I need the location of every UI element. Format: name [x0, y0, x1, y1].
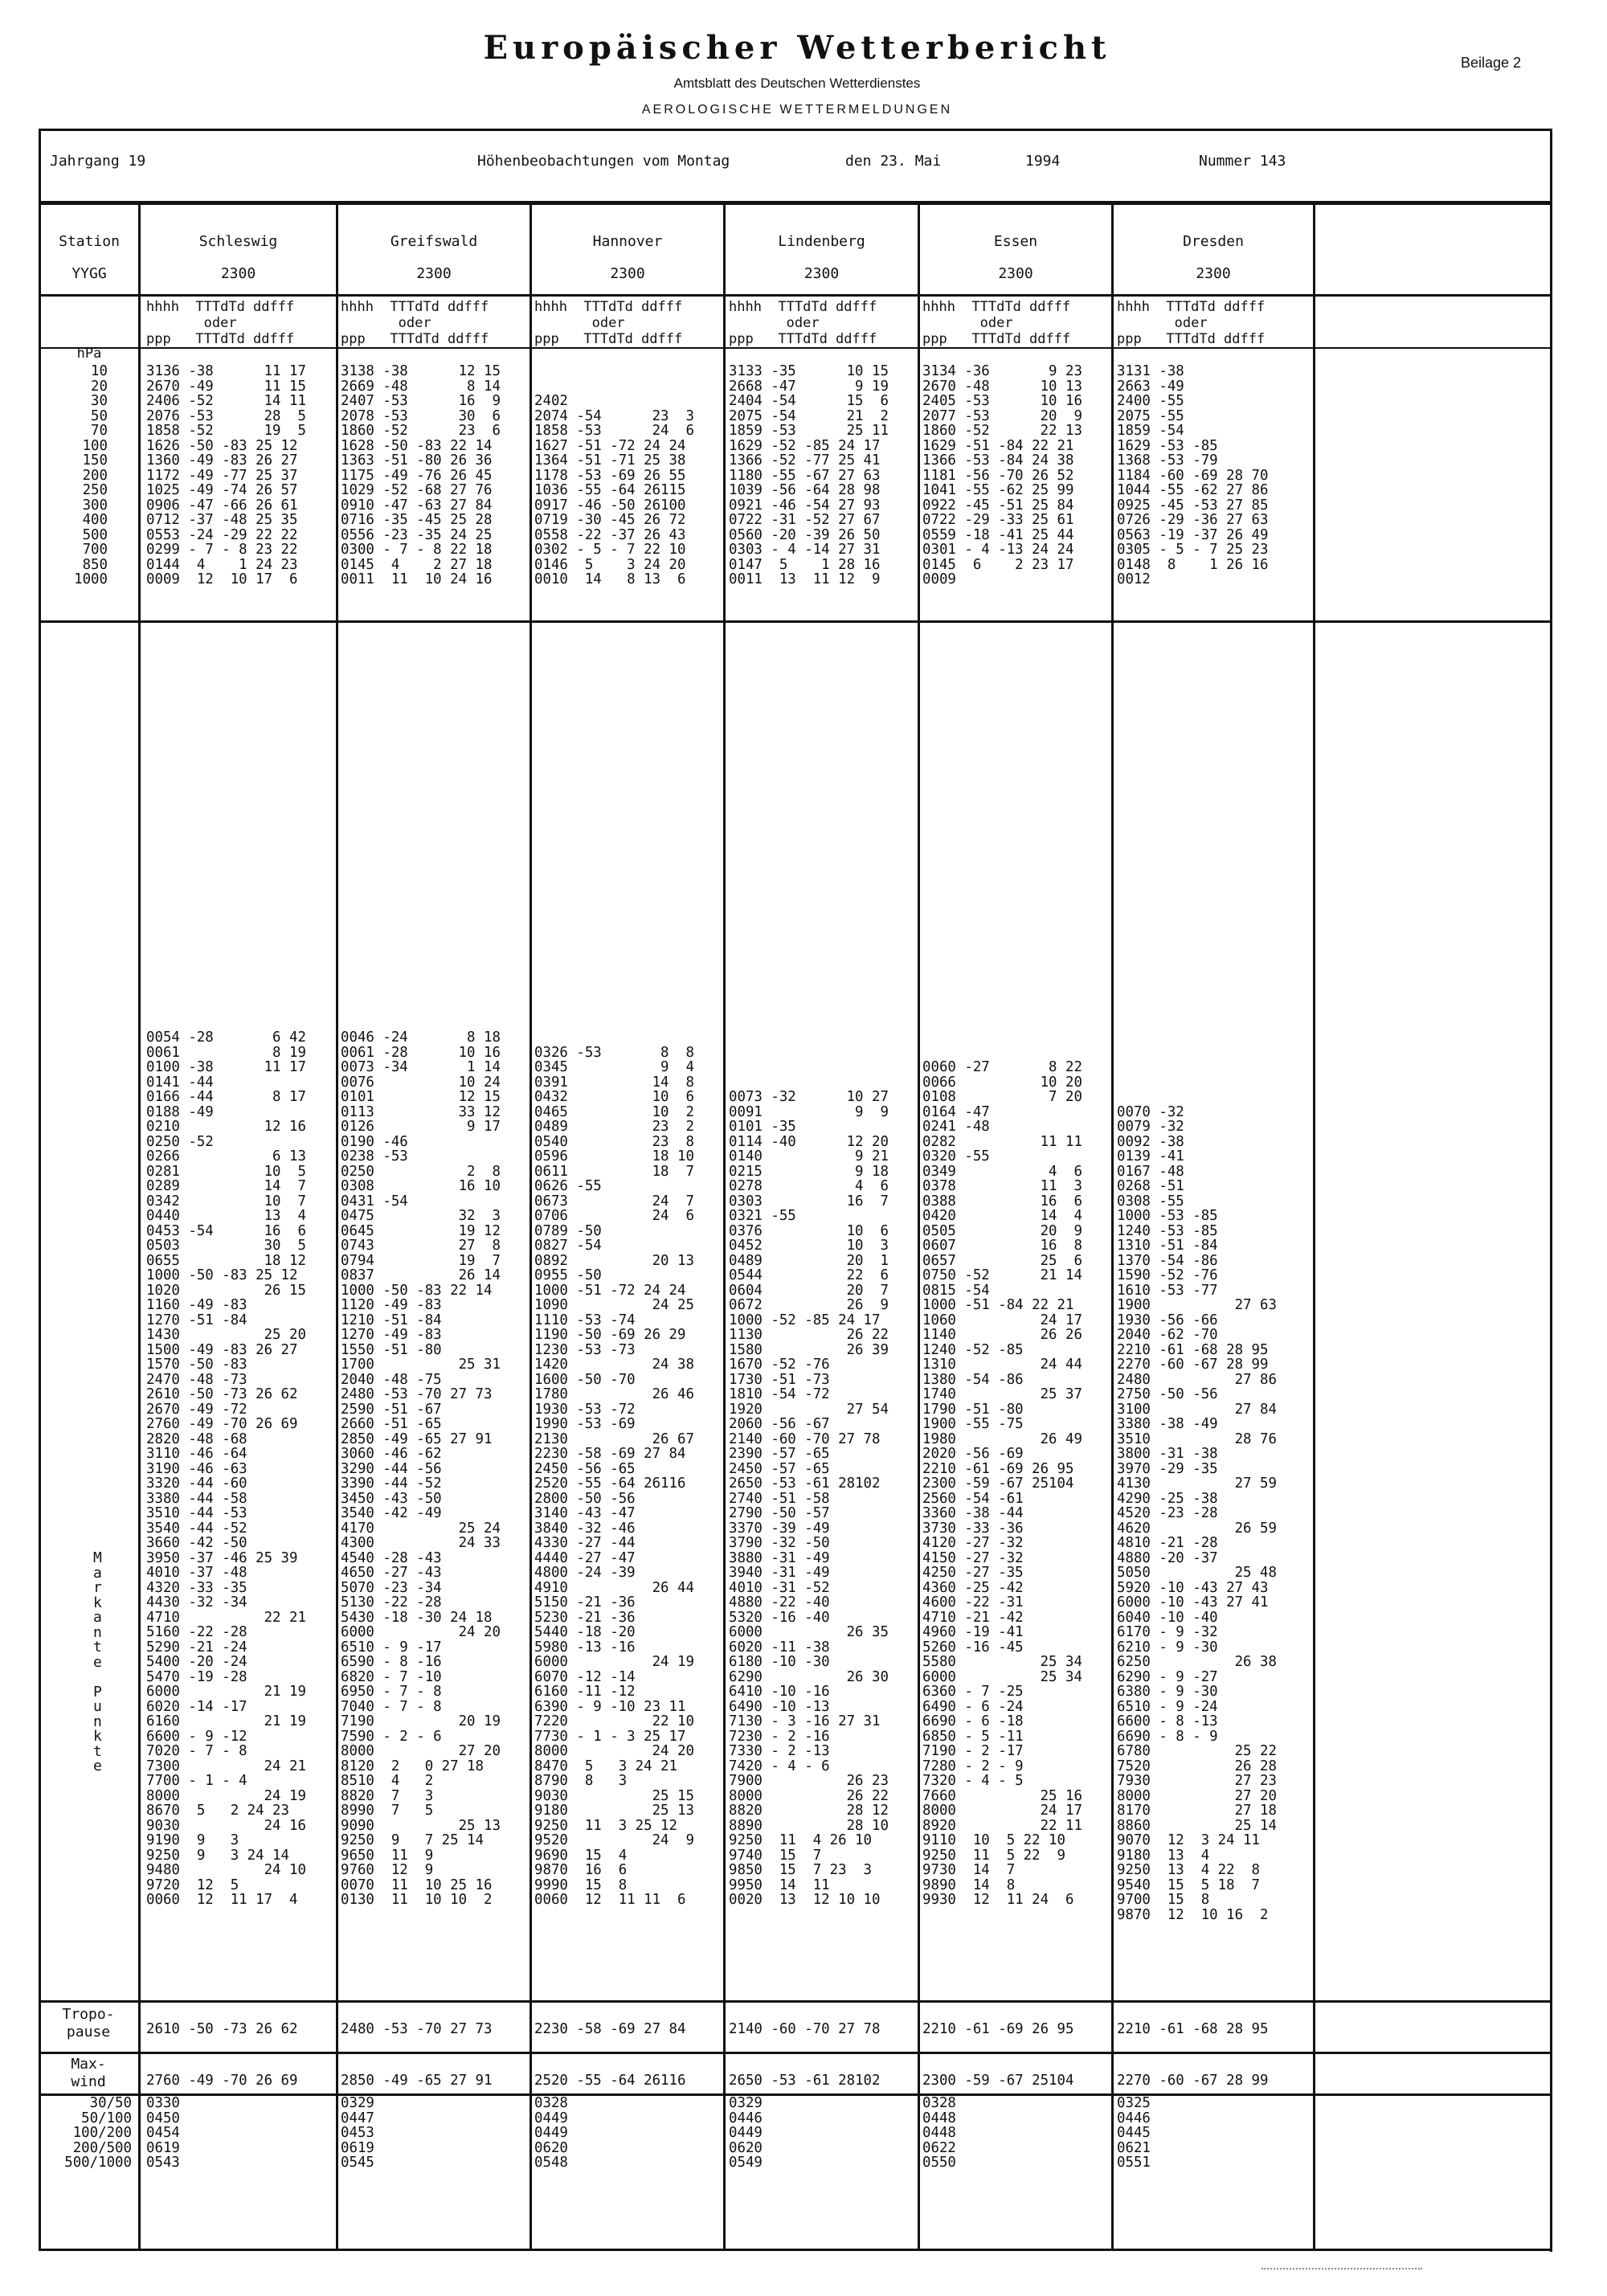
station-name-greifswald: Greifswald: [390, 233, 478, 250]
marked-points-letter: k: [93, 1594, 102, 1611]
yygg-label: YYGG: [72, 265, 107, 282]
standard-data-dresden: 3131 -38 2663 -49 2400 -55 2075 -55 1859 -54 1629 -53 -85 1368 -53 -79 1184 -60 -69 28 70 1044 -55 -62 27 86 0925 -45 -53 27 85 0726 -29 -36 27 63 0563 -19 -37 26 49 0305 - 5 - 7 25 23 0148 8 1 26 16 0012: [1117, 363, 1269, 587]
layers-hannover: 0328 0449 0449 0620 0548: [534, 2095, 568, 2171]
marked-points-letter: M: [93, 1549, 102, 1566]
observation-label: Höhenbeobachtungen vom Montag: [477, 153, 730, 170]
report-section: AEROLOGISCHE WETTERMELDUNGEN: [641, 103, 953, 117]
maxwind-hannover: 2520 -55 -64 26116: [534, 2073, 686, 2089]
marked-points-letter: a: [93, 1609, 102, 1626]
marked-points-letter: t: [93, 1639, 102, 1655]
marked-points-letter: a: [93, 1564, 102, 1582]
station-header-rule: [39, 294, 1552, 297]
table-top-line: [39, 203, 1552, 205]
marked-points-letter: r: [93, 1579, 102, 1596]
points-data-dresden: 0070 -32 0079 -32 0092 -38 0139 -41 0167 -48 0268 -51 0308 -55 1000 -53 -85 1240 -53 -85 1310 -51 -84 1370 -54 -86 1590 -52 -76 1610 -53 -77 1900 27 63 1930 -56 -66 2040 -62 -70 2210 -61 -68 28 95 2270 -60 -67 28 99 2480 27 86 2750 -50 -56 3100 27 84 3380 -38 -49 3510 28 76 3800 -31 -38 3970 -29 -35 4130 27 59 4290 -25 -38 4520 -23 -28 4620 26 59 4810 -21 -28 4880 -20 -37 5050 25 48 5920 -10 -43 27 43 6000 -10 -43 27 41 6040 -10 -40 6170 - 9 -32 6210 - 9 -30 6250 26 38 6290 - 9 -27 6380 - 9 -30 6510 - 9 -24 6600 - 8 -13 6690 - 8 - 9 6780 25 22 7520 26 28 7930 27 23 8000 27 20 8170 27 18 8860 25 14 9070 12 3 24 11 9180 13 4 9250 13 4 22 8 9540 15 5 18 7 9700 15 8 9870 12 10 16 2: [1117, 1103, 1277, 1923]
column-header-greifswald: hhhh TTTdTd ddfff oder ppp TTTdTd ddfff: [341, 299, 489, 347]
tropopause-lindenberg: 2140 -60 -70 27 78: [729, 2021, 881, 2037]
tropopause-schleswig: 2610 -50 -73 26 62: [146, 2021, 298, 2037]
marked-points-letter: t: [93, 1742, 102, 1760]
standard-data-greifswald: 3138 -38 12 15 2669 -48 8 14 2407 -53 16 9 2078 -53 30 6 1860 -52 23 6 1628 -50 -83 22 14 1363 -51 -80 26 36 1175 -49 -76 26 45 1029 -52 -68 27 76 0910 -47 -63 27 84 0716 -35 -45 25 28 0556 -23 -35 24 25 0300 - 7 - 8 22 18 0145 4 2 27 18 0011 11 10 24 16: [341, 363, 501, 587]
tropopause-rule: [39, 2052, 1552, 2054]
column-header-hannover: hhhh TTTdTd ddfff oder ppp TTTdTd ddfff: [534, 299, 683, 347]
layer-levels: 30/50 50/100 100/200 200/500 500/1000: [64, 2095, 132, 2171]
station-time-essen: 2300: [998, 265, 1033, 282]
marked-points-letter: n: [93, 1713, 102, 1730]
standard-data-schleswig: 3136 -38 11 17 2670 -49 11 15 2406 -52 14 11 2076 -53 28 5 1858 -52 19 5 1626 -50 -83 25 12 1360 -49 -83 26 27 1172 -49 -77 25 37 1025 -49 -74 26 57 0906 -47 -66 26 61 0712 -37 -48 25 35 0553 -24 -29 22 22 0299 - 7 - 8 23 22 0144 4 1 24 23 0009 12 10 17 6: [146, 363, 306, 587]
tropopause-essen: 2210 -61 -69 26 95: [922, 2021, 1074, 2037]
maxwind-schleswig: 2760 -49 -70 26 69: [146, 2073, 298, 2089]
station-name-essen: Essen: [993, 233, 1038, 250]
pressure-levels: 10 20 30 50 70 100 150 200 250 300 400 500 700 850 1000: [74, 363, 108, 587]
points-data-lindenberg: 0073 -32 10 27 0091 9 9 0101 -35 0114 -40 12 20 0140 9 21 0215 9 18 0278 4 6 0303 16 7 0321 -55 0376 10 6 0452 10 3 0489 20 1 0544 22 6 0604 20 7 0672 26 9 1000 -52 -85 24 17 1130 26 22 1580 26 39 1670 -52 -76 1730 -51 -73 1810 -54 -72 1920 27 54 2060 -56 -67 2140 -60 -70 27 78 2390 -57 -65 2450 -57 -65 2650 -53 -61 28102 2740 -51 -58 2790 -50 -57 3370 -39 -49 3790 -32 -50 3880 -31 -49 3940 -31 -49 4010 -31 -52 4880 -22 -40 5320 -16 -40 6000 26 35 6020 -11 -38 6180 -10 -30 6290 26 30 6410 -10 -16 6490 -10 -13 7130 - 3 -16 27 31 7230 - 2 -16 7330 - 2 -13 7420 - 4 - 6 7900 26 23 8000 26 22 8820 28 12 8890 28 10 9250 11 4 26 10 9740 15 7 9850 15 7 23 3 9950 14 11 0020 13 12 10 10: [729, 1089, 889, 1908]
col-divider-3: [723, 203, 726, 2250]
standard-data-hannover: 2402 2074 -54 23 3 1858 -53 24 6 1627 -51 -72 24 24 1364 -51 -71 25 38 1178 -53 -69 26 55 1036 -55 -64 26115 0917 -46 -50 26100 0719 -30 -45 26 72 0558 -22 -37 26 43 0302 - 5 - 7 22 10 0146 5 3 24 20 0010 14 8 13 6: [534, 393, 694, 587]
report-date: den 23. Mai: [845, 153, 942, 170]
station-time-dresden: 2300: [1196, 265, 1231, 282]
year-label: Jahrgang 19: [50, 153, 146, 170]
column-header-dresden: hhhh TTTdTd ddfff oder ppp TTTdTd ddfff: [1117, 299, 1266, 347]
report-subtitle: Amtsblatt des Deutschen Wetterdienstes: [673, 76, 921, 91]
report-year: 1994: [1025, 153, 1061, 170]
station-label: Station: [59, 233, 120, 250]
points-data-hannover: 0326 -53 8 8 0345 9 4 0391 14 8 0432 10 6 0465 10 2 0489 23 2 0540 23 8 0596 18 10 0611 18 7 0626 -55 0673 24 7 0706 24 6 0789 -50 0827 -54 0892 20 13 0955 -50 1000 -51 -72 24 24 1090 24 25 1110 -53 -74 1190 -50 -69 26 29 1230 -53 -73 1420 24 38 1600 -50 -70 1780 26 46 1930 -53 -72 1990 -53 -69 2130 26 67 2230 -58 -69 27 84 2450 -56 -65 2520 -55 -64 26116 2800 -50 -56 3140 -43 -47 3840 -32 -46 4330 -27 -44 4440 -27 -47 4800 -24 -39 4910 26 44 5150 -21 -36 5230 -21 -36 5440 -18 -20 5980 -13 -16 6000 24 19 6070 -12 -14 6160 -11 -12 6390 - 9 -10 23 11 7220 22 10 7730 - 1 - 3 25 17 8000 24 20 8470 5 3 24 21 8790 8 3 9030 25 15 9180 25 13 9250 11 3 25 12 9520 24 9 9690 15 4 9870 16 6 9990 15 8 0060 12 11 11 6: [534, 1044, 694, 1908]
report-number: Nummer 143: [1199, 153, 1286, 170]
scan-dotted-mark: [1261, 2268, 1422, 2271]
layers-greifswald: 0329 0447 0453 0619 0545: [341, 2095, 374, 2171]
layers-essen: 0328 0448 0448 0622 0550: [922, 2095, 956, 2171]
station-time-lindenberg: 2300: [804, 265, 840, 282]
column-header-rule: [39, 347, 1552, 349]
points-rule: [39, 2000, 1552, 2003]
column-header-lindenberg: hhhh TTTdTd ddfff oder ppp TTTdTd ddfff: [729, 299, 877, 347]
station-name-lindenberg: Lindenberg: [778, 233, 865, 250]
col-divider-2: [530, 203, 532, 2250]
maxwind-rule: [39, 2093, 1552, 2096]
maxwind-greifswald: 2850 -49 -65 27 91: [341, 2073, 493, 2089]
frame-right-line: [1550, 129, 1552, 203]
station-time-schleswig: 2300: [220, 265, 256, 282]
marked-points-letter: e: [93, 1653, 102, 1671]
points-data-greifswald: 0046 -24 8 18 0061 -28 10 16 0073 -34 1 14 0076 10 24 0101 12 15 0113 33 12 0126 9 17 0190 -46 0238 -53 0250 2 8 0308 16 10 0431 -54 0475 32 3 0645 19 12 0743 27 8 0794 19 7 0837 26 14 1000 -50 -83 22 14 1120 -49 -83 1210 -51 -84 1270 -49 -83 1550 -51 -80 1700 25 31 2040 -48 -75 2480 -53 -70 27 73 2590 -51 -67 2660 -51 -65 2850 -49 -65 27 91 3060 -46 -62 3290 -44 -56 3390 -44 -52 3450 -43 -50 3540 -42 -49 4170 25 24 4300 24 33 4540 -28 -43 4650 -27 -43 5070 -23 -34 5130 -22 -28 5430 -18 -30 24 18 6000 24 20 6510 - 9 -17 6590 - 8 -16 6820 - 7 -10 6950 - 7 - 8 7040 - 7 - 8 7190 20 19 7590 - 2 - 6 8000 27 20 8120 2 0 27 18 8510 4 2 8820 7 3 8990 7 5 9090 25 13 9250 9 7 25 14 9650 11 9 9760 12 9 0070 11 10 25 16 0130 11 10 10 2: [341, 1029, 501, 1908]
table-bottom-line: [39, 2249, 1552, 2251]
col-divider-5: [1111, 203, 1114, 2250]
station-name-schleswig: Schleswig: [198, 233, 278, 250]
marked-points-letter: P: [93, 1683, 102, 1701]
col-divider-4: [918, 203, 920, 2250]
maxwind-essen: 2300 -59 -67 25104: [922, 2073, 1074, 2089]
standard-data-lindenberg: 3133 -35 10 15 2668 -47 9 19 2404 -54 15 6 2075 -54 21 2 1859 -53 25 11 1629 -52 -85 24 17 1366 -52 -77 25 41 1180 -55 -67 27 63 1039 -56 -64 28 98 0921 -46 -54 27 93 0722 -31 -52 27 67 0560 -20 -39 26 50 0303 - 4 -14 27 31 0147 5 1 28 16 0011 13 11 12 9: [729, 363, 889, 587]
layers-dresden: 0325 0446 0445 0621 0551: [1117, 2095, 1151, 2171]
station-name-hannover: Hannover: [592, 233, 663, 250]
marked-points-letter: u: [93, 1698, 102, 1715]
hpa-label: hPa: [76, 346, 102, 362]
station-name-dresden: Dresden: [1183, 233, 1244, 250]
points-data-schleswig: 0054 -28 6 42 0061 8 19 0100 -38 11 17 0141 -44 0166 -44 8 17 0188 -49 0210 12 16 0250 -52 0266 6 13 0281 10 5 0289 14 7 0342 10 7 0440 13 4 0453 -54 16 6 0503 30 5 0655 18 12 1000 -50 -83 25 12 1020 26 15 1160 -49 -83 1270 -51 -84 1430 25 20 1500 -49 -83 26 27 1570 -50 -83 2470 -48 -73 2610 -50 -73 26 62 2670 -49 -72 2760 -49 -70 26 69 2820 -48 -68 3110 -46 -64 3190 -46 -63 3320 -44 -60 3380 -44 -58 3510 -44 -53 3540 -44 -52 3660 -42 -50 3950 -37 -46 25 39 4010 -37 -48 4320 -33 -35 4430 -32 -34 4710 22 21 5160 -22 -28 5290 -21 -24 5400 -20 -24 5470 -19 -28 6000 21 19 6020 -14 -17 6160 21 19 6600 - 9 -12 7020 - 7 - 8 7300 24 21 7700 - 1 - 4 8000 24 19 8670 5 2 24 23 9030 24 16 9190 9 3 9250 9 3 24 14 9480 24 10 9720 12 5 0060 12 11 17 4: [146, 1029, 306, 1908]
supplement-label: Beilage 2: [1461, 55, 1522, 71]
marked-points-letter: e: [93, 1758, 102, 1774]
marked-points-letter: n: [93, 1623, 102, 1641]
col-divider-6: [1313, 203, 1315, 2250]
table-right-line: [1550, 203, 1552, 2252]
frame-top-line: [39, 129, 1552, 131]
maxwind-dresden: 2270 -60 -67 28 99: [1117, 2073, 1269, 2089]
layers-lindenberg: 0329 0446 0449 0620 0549: [729, 2095, 763, 2171]
tropopause-dresden: 2210 -61 -68 28 95: [1117, 2021, 1269, 2037]
station-time-greifswald: 2300: [416, 265, 452, 282]
standard-levels-rule: [39, 620, 1552, 623]
maxwind-label: Max- wind: [71, 2056, 106, 2090]
station-time-hannover: 2300: [610, 265, 645, 282]
report-title: Europäischer Wetterbericht: [483, 29, 1111, 67]
layers-schleswig: 0330 0450 0454 0619 0543: [146, 2095, 180, 2171]
points-data-essen: 0060 -27 8 22 0066 10 20 0108 7 20 0164 -47 0241 -48 0282 11 11 0320 -55 0349 4 6 0378 11 3 0388 16 6 0420 14 4 0505 20 9 0607 16 8 0657 25 6 0750 -52 21 14 0815 -54 1000 -51 -84 22 21 1060 24 17 1140 26 26 1240 -52 -85 1310 24 44 1380 -54 -86 1740 25 37 1790 -51 -80 1900 -55 -75 1980 26 49 2020 -56 -69 2210 -61 -69 26 95 2300 -59 -67 25104 2560 -54 -61 3360 -38 -44 3730 -33 -36 4120 -27 -32 4150 -27 -32 4250 -27 -35 4360 -25 -42 4600 -22 -31 4710 -21 -42 4960 -19 -41 5260 -16 -45 5580 25 34 6000 25 34 6360 - 7 -25 6490 - 6 -24 6690 - 6 -18 6850 - 5 -11 7190 - 2 -17 7280 - 2 - 9 7320 - 4 - 5 7660 25 16 8000 24 17 8920 22 11 9110 10 5 22 10 9250 11 5 22 9 9730 14 7 9890 14 8 9930 12 11 24 6: [922, 1059, 1082, 1908]
marked-points-letter: k: [93, 1728, 102, 1745]
tropopause-label: Tropo- pause: [62, 2006, 115, 2040]
col-divider-1: [336, 203, 338, 2250]
col-divider-0: [138, 203, 141, 2250]
column-header-essen: hhhh TTTdTd ddfff oder ppp TTTdTd ddfff: [922, 299, 1071, 347]
maxwind-lindenberg: 2650 -53 -61 28102: [729, 2073, 881, 2089]
standard-data-essen: 3134 -36 9 23 2670 -48 10 13 2405 -53 10 16 2077 -53 20 9 1860 -52 22 13 1629 -51 -84 22 21 1366 -53 -84 24 38 1181 -56 -70 26 52 1041 -55 -62 25 99 0922 -45 -51 25 84 0722 -29 -33 25 61 0559 -18 -41 25 44 0301 - 4 -13 24 24 0145 6 2 23 17 0009: [922, 363, 1082, 587]
tropopause-greifswald: 2480 -53 -70 27 73: [341, 2021, 493, 2037]
tropopause-hannover: 2230 -58 -69 27 84: [534, 2021, 686, 2037]
column-header-schleswig: hhhh TTTdTd ddfff oder ppp TTTdTd ddfff: [146, 299, 295, 347]
